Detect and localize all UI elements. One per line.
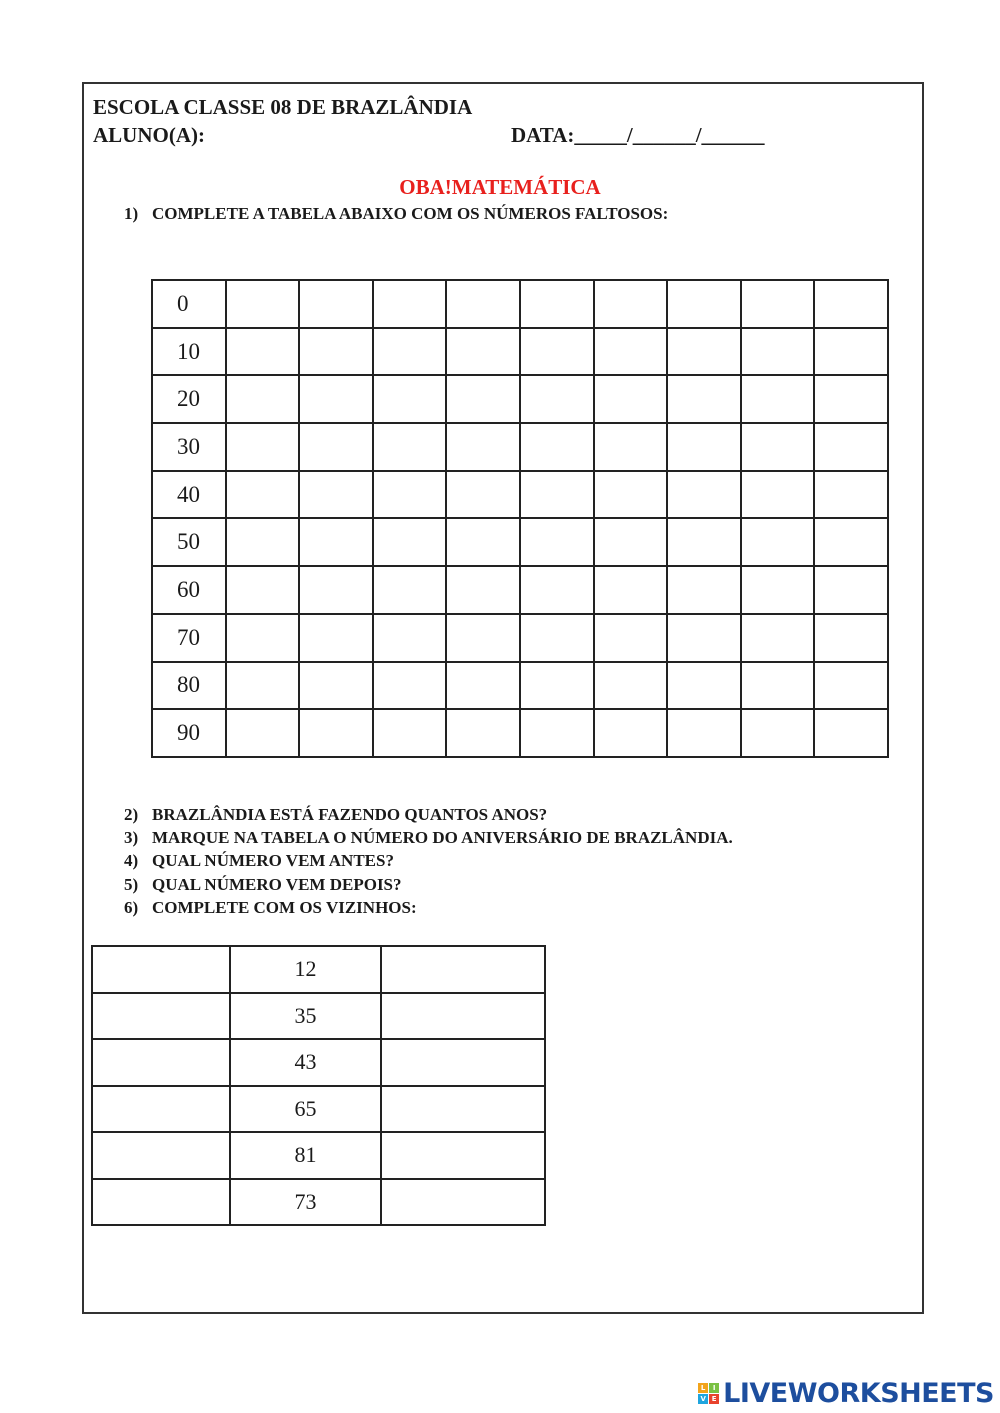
neighbors-table xyxy=(91,945,546,1226)
grid-blank-cell[interactable] xyxy=(226,518,300,566)
grid-blank-cell[interactable] xyxy=(226,375,300,423)
grid-blank-cell[interactable] xyxy=(520,328,594,376)
grid-blank-cell[interactable] xyxy=(446,280,520,328)
grid-row xyxy=(152,423,888,471)
grid-blank-cell[interactable] xyxy=(814,662,888,710)
given-number-cell: 73 xyxy=(230,1179,381,1226)
date-label: DATA:_____/______/______ xyxy=(511,123,765,147)
next-number-cell[interactable] xyxy=(381,946,545,993)
grid-row xyxy=(152,280,888,328)
grid-blank-cell[interactable] xyxy=(446,471,520,519)
grid-row xyxy=(152,614,888,662)
question-5 xyxy=(124,875,402,895)
worksheet-title: OBA!MATEMÁTICA xyxy=(399,175,601,199)
grid-blank-cell[interactable] xyxy=(594,614,668,662)
neighbors-row xyxy=(92,1039,545,1086)
grid-blank-cell[interactable] xyxy=(446,328,520,376)
grid-blank-cell[interactable] xyxy=(520,280,594,328)
given-number-cell: 65 xyxy=(230,1086,381,1133)
grid-blank-cell[interactable] xyxy=(299,662,373,710)
grid-blank-cell[interactable] xyxy=(520,471,594,519)
grid-blank-cell[interactable] xyxy=(446,423,520,471)
grid-blank-cell[interactable] xyxy=(741,566,815,614)
given-number-cell: 81 xyxy=(230,1132,381,1179)
grid-blank-cell[interactable] xyxy=(373,518,447,566)
grid-blank-cell[interactable] xyxy=(741,471,815,519)
grid-row xyxy=(152,709,888,757)
grid-blank-cell[interactable] xyxy=(667,709,741,757)
student-name-label: ALUNO(A): xyxy=(93,123,205,147)
neighbors-row xyxy=(92,946,545,993)
grid-blank-cell[interactable] xyxy=(373,423,447,471)
grid-blank-cell[interactable] xyxy=(741,518,815,566)
grid-blank-cell[interactable] xyxy=(446,662,520,710)
question-number: 2) xyxy=(124,805,139,824)
question-text: QUAL NÚMERO VEM ANTES? xyxy=(152,851,394,870)
previous-number-cell[interactable] xyxy=(92,1086,230,1133)
question-number: 1) xyxy=(124,204,139,223)
grid-blank-cell[interactable] xyxy=(667,471,741,519)
grid-blank-cell[interactable] xyxy=(741,328,815,376)
grid-blank-cell[interactable] xyxy=(373,614,447,662)
brand-icon-tile: V xyxy=(698,1394,708,1404)
question-2 xyxy=(124,805,547,825)
grid-blank-cell[interactable] xyxy=(594,471,668,519)
grid-blank-cell[interactable] xyxy=(594,709,668,757)
grid-blank-cell[interactable] xyxy=(373,662,447,710)
grid-blank-cell[interactable] xyxy=(299,614,373,662)
grid-blank-cell[interactable] xyxy=(667,328,741,376)
grid-blank-cell[interactable] xyxy=(814,518,888,566)
grid-blank-cell[interactable] xyxy=(446,566,520,614)
grid-blank-cell[interactable] xyxy=(520,423,594,471)
brand-name: LIVEWORKSHEETS xyxy=(723,1378,994,1409)
question-number: 3) xyxy=(124,828,139,847)
grid-blank-cell[interactable] xyxy=(373,375,447,423)
grid-blank-cell[interactable] xyxy=(667,566,741,614)
grid-blank-cell[interactable] xyxy=(520,518,594,566)
grid-blank-cell[interactable] xyxy=(594,662,668,710)
previous-number-cell[interactable] xyxy=(92,1132,230,1179)
grid-row xyxy=(152,328,888,376)
grid-blank-cell[interactable] xyxy=(520,375,594,423)
neighbors-row xyxy=(92,993,545,1040)
grid-blank-cell[interactable] xyxy=(667,518,741,566)
grid-row-start: 60 xyxy=(152,566,226,614)
grid-blank-cell[interactable] xyxy=(667,614,741,662)
grid-blank-cell[interactable] xyxy=(814,423,888,471)
grid-row-start: 90 xyxy=(152,709,226,757)
grid-row-start: 40 xyxy=(152,471,226,519)
previous-number-cell[interactable] xyxy=(92,993,230,1040)
given-number-cell: 35 xyxy=(230,993,381,1040)
previous-number-cell[interactable] xyxy=(92,946,230,993)
grid-blank-cell[interactable] xyxy=(226,709,300,757)
grid-blank-cell[interactable] xyxy=(594,375,668,423)
previous-number-cell[interactable] xyxy=(92,1179,230,1226)
grid-blank-cell[interactable] xyxy=(446,518,520,566)
grid-blank-cell[interactable] xyxy=(741,375,815,423)
next-number-cell[interactable] xyxy=(381,993,545,1040)
grid-blank-cell[interactable] xyxy=(594,423,668,471)
grid-blank-cell[interactable] xyxy=(226,280,300,328)
grid-blank-cell[interactable] xyxy=(520,566,594,614)
question-1 xyxy=(124,204,668,224)
grid-blank-cell[interactable] xyxy=(814,328,888,376)
grid-blank-cell[interactable] xyxy=(446,614,520,662)
grid-row xyxy=(152,375,888,423)
grid-blank-cell[interactable] xyxy=(299,566,373,614)
grid-blank-cell[interactable] xyxy=(299,328,373,376)
liveworksheets-logo xyxy=(698,1378,994,1409)
grid-blank-cell[interactable] xyxy=(226,471,300,519)
grid-blank-cell[interactable] xyxy=(299,471,373,519)
given-number-cell: 12 xyxy=(230,946,381,993)
next-number-cell[interactable] xyxy=(381,1179,545,1226)
question-text: COMPLETE COM OS VIZINHOS: xyxy=(152,898,417,917)
neighbors-row xyxy=(92,1132,545,1179)
grid-blank-cell[interactable] xyxy=(814,471,888,519)
grid-row-start: 30 xyxy=(152,423,226,471)
grid-blank-cell[interactable] xyxy=(226,423,300,471)
grid-blank-cell[interactable] xyxy=(741,709,815,757)
grid-blank-cell[interactable] xyxy=(446,375,520,423)
grid-row xyxy=(152,566,888,614)
grid-blank-cell[interactable] xyxy=(299,423,373,471)
question-number: 4) xyxy=(124,851,139,870)
grid-blank-cell[interactable] xyxy=(594,566,668,614)
grid-row-start: 50 xyxy=(152,518,226,566)
grid-blank-cell[interactable] xyxy=(814,375,888,423)
question-4 xyxy=(124,851,394,871)
grid-blank-cell[interactable] xyxy=(814,709,888,757)
grid-blank-cell[interactable] xyxy=(520,614,594,662)
grid-blank-cell[interactable] xyxy=(446,709,520,757)
next-number-cell[interactable] xyxy=(381,1086,545,1133)
grid-blank-cell[interactable] xyxy=(299,518,373,566)
brand-icon-tile: E xyxy=(709,1394,719,1404)
grid-blank-cell[interactable] xyxy=(373,280,447,328)
grid-blank-cell[interactable] xyxy=(373,328,447,376)
grid-blank-cell[interactable] xyxy=(373,471,447,519)
grid-row xyxy=(152,471,888,519)
grid-blank-cell[interactable] xyxy=(594,280,668,328)
grid-row-start: 10 xyxy=(152,328,226,376)
grid-row-start: 0 xyxy=(152,280,226,328)
grid-blank-cell[interactable] xyxy=(741,423,815,471)
question-number: 5) xyxy=(124,875,139,894)
grid-blank-cell[interactable] xyxy=(741,614,815,662)
previous-number-cell[interactable] xyxy=(92,1039,230,1086)
question-number: 6) xyxy=(124,898,139,917)
grid-row xyxy=(152,518,888,566)
number-grid xyxy=(151,279,889,758)
question-text: BRAZLÂNDIA ESTÁ FAZENDO QUANTOS ANOS? xyxy=(152,805,548,824)
grid-blank-cell[interactable] xyxy=(373,566,447,614)
grid-blank-cell[interactable] xyxy=(667,423,741,471)
grid-blank-cell[interactable] xyxy=(299,709,373,757)
question-text: QUAL NÚMERO VEM DEPOIS? xyxy=(152,875,402,894)
grid-blank-cell[interactable] xyxy=(814,566,888,614)
question-6 xyxy=(124,898,417,918)
grid-row-start: 20 xyxy=(152,375,226,423)
grid-blank-cell[interactable] xyxy=(299,375,373,423)
brand-icon-tile: L xyxy=(698,1383,708,1393)
grid-blank-cell[interactable] xyxy=(667,280,741,328)
grid-blank-cell[interactable] xyxy=(594,518,668,566)
grid-row xyxy=(152,662,888,710)
grid-blank-cell[interactable] xyxy=(299,280,373,328)
question-3 xyxy=(124,828,733,848)
next-number-cell[interactable] xyxy=(381,1039,545,1086)
grid-blank-cell[interactable] xyxy=(520,662,594,710)
grid-blank-cell[interactable] xyxy=(520,709,594,757)
grid-row-start: 80 xyxy=(152,662,226,710)
grid-blank-cell[interactable] xyxy=(226,566,300,614)
given-number-cell: 43 xyxy=(230,1039,381,1086)
question-text: MARQUE NA TABELA O NÚMERO DO ANIVERSÁRIO DE BRAZLÂNDIA. xyxy=(152,828,733,847)
question-text: COMPLETE A TABELA ABAIXO COM OS NÚMEROS FALTOSOS: xyxy=(152,204,669,223)
grid-blank-cell[interactable] xyxy=(667,662,741,710)
grid-blank-cell[interactable] xyxy=(226,328,300,376)
liveworksheets-icon xyxy=(698,1383,719,1404)
school-name: ESCOLA CLASSE 08 DE BRAZLÂNDIA xyxy=(93,95,473,119)
brand-icon-tile: I xyxy=(709,1383,719,1393)
grid-blank-cell[interactable] xyxy=(741,662,815,710)
grid-blank-cell[interactable] xyxy=(741,280,815,328)
grid-blank-cell[interactable] xyxy=(667,375,741,423)
grid-blank-cell[interactable] xyxy=(226,614,300,662)
next-number-cell[interactable] xyxy=(381,1132,545,1179)
grid-blank-cell[interactable] xyxy=(814,280,888,328)
grid-blank-cell[interactable] xyxy=(226,662,300,710)
neighbors-row xyxy=(92,1086,545,1133)
grid-blank-cell[interactable] xyxy=(594,328,668,376)
neighbors-row xyxy=(92,1179,545,1226)
grid-blank-cell[interactable] xyxy=(373,709,447,757)
grid-blank-cell[interactable] xyxy=(814,614,888,662)
grid-row-start: 70 xyxy=(152,614,226,662)
